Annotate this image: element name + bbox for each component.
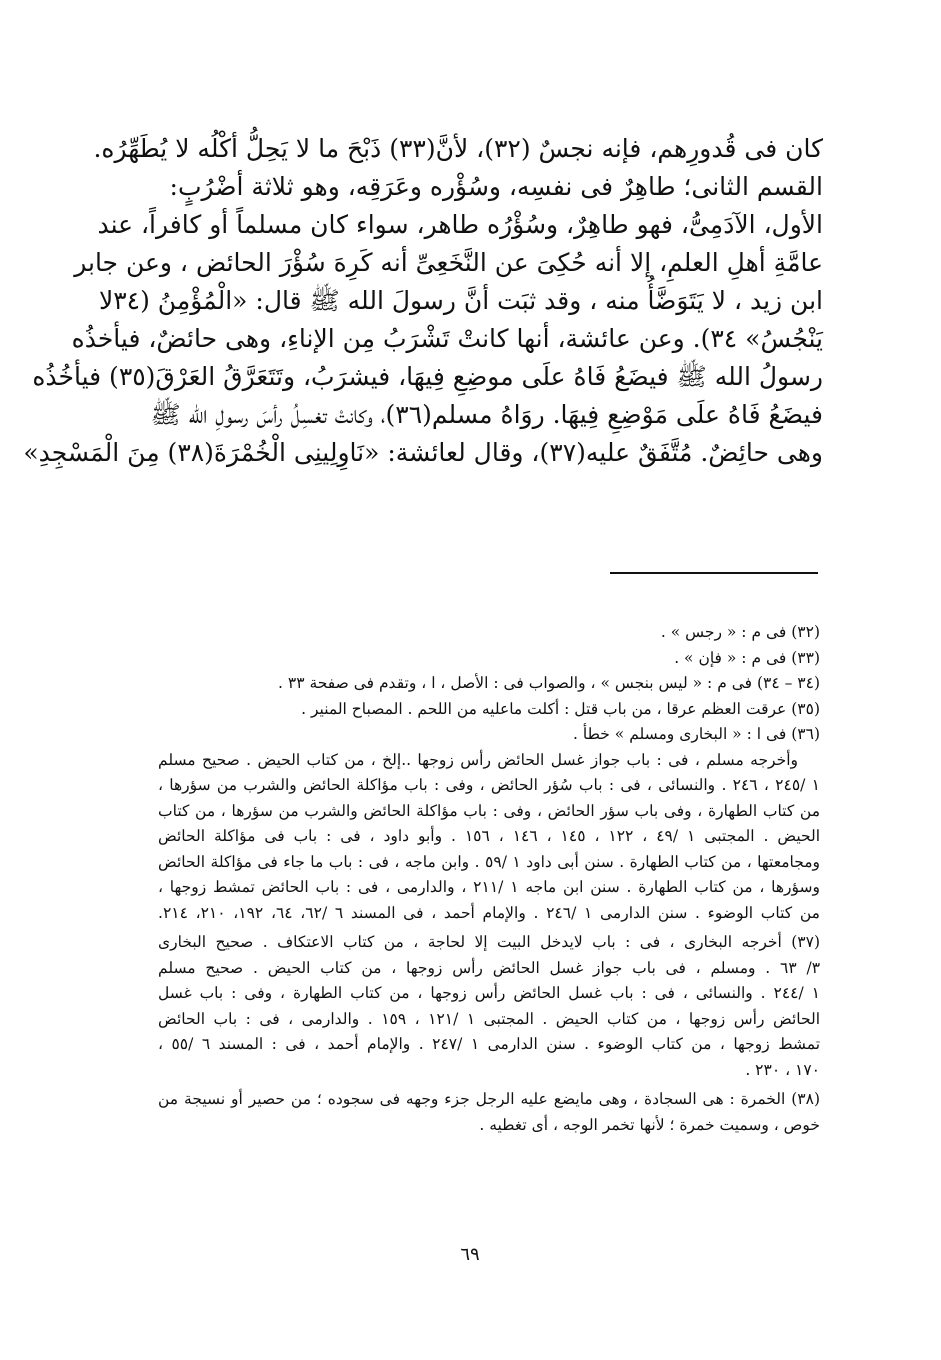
footnote-line: ٣/ ٦٣ . ومسلم ، فى باب جواز غسل الحائض رأس زوجها ، من كتاب الحيض . صحيح مسلم: [158, 958, 821, 977]
footnote-line: الحيض . المجتبى ١ /٤٩ ، ١٢٢ ، ١٤٥ ، ١٤٦ ، ١٥٦ . وأبو داود ، فى : باب فى مؤاكلة الحائض: [158, 827, 821, 845]
footnote-line: من كتاب الطهارة ، وفى باب سؤر الحائض ، وفى : باب مؤاكلة الحائض والشرب من سؤرها ، من كتاب: [158, 801, 820, 820]
footnote-line: ١ /٢٤٥ ، ٢٤٦ . والنسائى ، فى : باب سُؤر الحائض ، وفى : باب مؤاكلة الحائض والشرب من سؤرها ،: [158, 776, 820, 794]
footnote-line: تمشط زوجها ، من كتاب الوضوء . سنن الدارمى ١ /٢٤٧ . والإمام أحمد ، فى : المسند ٦ /٥٥ ،: [158, 1035, 821, 1053]
footnote-line: (٣٥) عرقت العظم عرقا ، من باب قتل : أكلت ماعليه من اللحم . المصباح المنير .: [301, 699, 820, 718]
text-line: كان فى قُدورِهم، فإنه نجسٌ (٣٢)، لأنَّ(٣٣) ذَبْحَ ما لا يَحِلُّ أكْلُه لا يُطَهِّرُه.: [93, 134, 823, 163]
page-number: ٦٩: [460, 1244, 480, 1265]
text-line: الأول، الآدَمِىُّ، فهو طاهِرٌ، وسُؤْرُه طاهر، سواء كان مسلماً أو كافراً، عند: [97, 210, 823, 239]
text-line: عامَّةِ أهلِ العلمِ، إلا أنه حُكِىَ عن النَّخَعِىِّ أنه كَرِهَ سُؤْرَ الحائض ، وعن جابر: [74, 248, 823, 277]
footnote-line: من كتاب الوضوء . سنن الدارمى ١ /٢٤٦ . والإمام أحمد ، فى المسند ٦ /٦٢، ٦٤، ١٩٢، ٢١٠، ٢١٤.: [158, 903, 820, 922]
main-text: [23, 130, 823, 472]
footnote-line: (٣٨) الخمرة : هى السجادة ، وهى مايضع عليه الرجل جزء وجهه فى سجوده ؛ من حصير أو نسيجة من: [158, 1090, 820, 1108]
footnote-line: ١٧٠ ، ٢٣٠ .: [745, 1060, 820, 1079]
footnote-separator: [610, 572, 818, 574]
footnote-line: ١ /٢٤٤ . والنسائى ، فى : باب غسل الحائض رأس زوجها ، من كتاب الطهارة ، وفى : باب غسل: [158, 984, 820, 1002]
text-line: وهى حائِضٌ. مُتَّفَقٌ عليه(٣٧)، وقال لعائشة: «نَاوِلِينِى الْخُمْرَةَ(٣٨) مِنَ الْمَسْجِدِ»: [23, 438, 823, 467]
footnote-line: (٣٧) أخرجه البخارى ، فى : باب لايدخل البيت إلا لحاجة ، من كتاب الاعتكاف . صحيح البخارى: [158, 933, 820, 951]
footnote-line: (٣٤ – ٣٤) فى م : « ليس بنجس » ، والصواب فى : الأصل ، ا ، وتقدم فى صفحة ٣٣ .: [278, 674, 820, 692]
footnote-line: ومجامعتها ، من كتاب الطهارة . سنن أبى داود ١ /٥٩ . وابن ماجه ، فى : باب ما جاء فى مؤاكلة الحائض: [158, 852, 821, 871]
footnote-line: (٣٢) فى م : « رجس » .: [660, 623, 820, 641]
text-line: القسم الثانى؛ طاهِرٌ فى نفسِه، وسُؤْره وعَرَقِه، وهو ثلاثة أضْرُبٍ:: [169, 172, 823, 201]
footnote-line: الحائض رأس زوجها ، من كتاب الحيض . المجتبى ١ /١٢١ ، ١٥٩ . والدارمى ، فى : باب الحائض: [158, 1009, 821, 1028]
footnote-line: وسؤرها ، من كتاب الطهارة . سنن ابن ماجه ١ /٢١١ ، والدارمى ، فى : باب الحائض تمشط زوجها ،: [158, 878, 821, 896]
text-line: فيضَعُ فَاهُ علَى مَوْضِعِ فِيهَا. روَاهُ مسلم(٣٦)، وكانتْ تغسِلُ رأسَ رسولِ الله ﷺ: [150, 400, 823, 429]
text-line: رسولُ الله ﷺ فيضَعُ فَاهُ علَى موضِعِ فِيهَا، فيشرَبُ، وتَتَعَرَّقُ العَرْقَ(٣٥) فيأخُذُه: [32, 362, 823, 391]
text-line: يَنْجُسُ» ٣٤). وعن عائشة، أنها كانتْ تَشْرَبُ مِن الإناءِ، وهى حائضٌ، فيأخذُه: [71, 324, 823, 353]
footnote-line: (٣٦) فى ا : « البخارى ومسلم » خطأ .: [573, 725, 820, 743]
footnotes: [158, 620, 820, 1138]
text-line: ابن زيد ، لا يَتَوَضَّأُ منه ، وقد ثبَت أنَّ رسولَ الله ﷺ قال: «الْمُؤْمِنُ (٣٤لا: [98, 286, 823, 315]
footnote-line: خوص ، وسميت خمرة ؛ لأنها تخمر الوجه ، أى تغطيه .: [479, 1115, 820, 1134]
footnote-line: (٣٣) فى م : « فإن » .: [674, 648, 820, 667]
footnote-line: وأخرجه مسلم ، فى : باب جواز غسل الحائض رأس زوجها ..إلخ ، من كتاب الحيض . صحيح مسلم: [158, 750, 798, 769]
